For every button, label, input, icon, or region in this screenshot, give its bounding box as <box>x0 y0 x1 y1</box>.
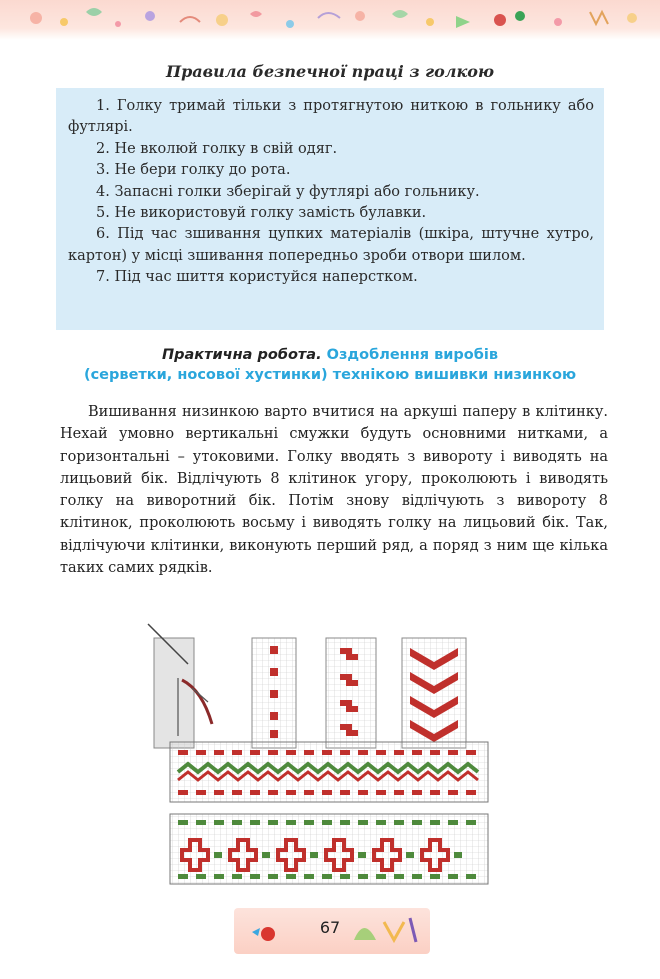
body-paragraph: Вишивання низинкою варто вчитися на аркуші паперу в клітинку. Нехай умовно вертикальні смужки будуть основними нитками, а горизонтальні – утоковими. Голку вводять з вивороту і виводять на лицьовий бік. Відлічують 8 клітинок угору, проколюють і виводять голку на виворотний бік. Потім знову відлічують з вивороту 8 клітинок, проколюють восьму і виводять голку на лицьовий бік. Так, відлічуючи клітинки, виконують перший ряд, а поряд з ним ще кілька таких самих рядків. <box>60 404 608 577</box>
rule-item: 1. Голку тримай тільки з протягнутою ниткою в гольнику або футлярі. <box>68 98 594 136</box>
pattern-panel-2 <box>252 638 296 748</box>
practical-work-title-line2: (серветки, носової хустинки) технікою вишивки низинкою <box>83 367 577 383</box>
pattern-panel-4 <box>402 638 466 748</box>
rule-item: 3. Не бери голку до рота. <box>96 162 291 179</box>
floral-decor-icon <box>0 0 660 40</box>
rule-item: 5. Не використовуй голку замість булавки. <box>96 205 427 222</box>
border-pattern-band-1 <box>170 742 488 802</box>
practical-work-heading <box>40 345 620 385</box>
rule-item: 4. Запасні голки зберігай у футлярі або гольнику. <box>96 183 480 200</box>
pattern-panel-3 <box>326 638 376 748</box>
page-number: 67 <box>319 918 341 937</box>
embroidery-figure <box>130 618 500 908</box>
rule-item: 7. Під час шиття користуйся наперстком. <box>96 269 418 286</box>
rules-title: Правила безпечної праці з голкою <box>165 62 494 81</box>
top-decorative-band <box>0 0 660 40</box>
rule-item: 2. Не вколюй голку в свій одяг. <box>96 140 338 157</box>
rule-item: 6. Під час зшивання цупких матеріалів (шкіра, штучне хутро, картон) у місці зшивання попередньо зроби отвори шилом. <box>68 226 594 264</box>
rules-box <box>56 88 604 330</box>
embroidery-pattern-illustration-icon <box>130 618 500 908</box>
practical-work-title-line1: Оздоблення виробів <box>326 347 499 363</box>
needle-demo-panel <box>148 624 212 748</box>
practical-work-label: Практична робота. <box>161 347 322 363</box>
border-pattern-band-2 <box>170 814 488 884</box>
